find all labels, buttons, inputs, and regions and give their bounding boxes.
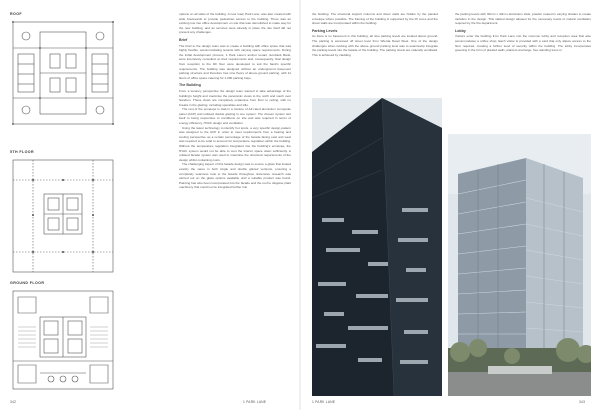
roof-floor-plan	[10, 18, 116, 128]
ground-floor-plan-label: GROUND FLOOR	[10, 281, 45, 285]
left-page-number: 342	[10, 400, 17, 404]
slats-paragraph: the parking levels with 30mm x 40mm aluminium slats, powder coated in varying shades to create variation in the design. This slatted design allowed for the necessary levels of natural ventilation required by the fire department.	[455, 12, 591, 26]
structure-paragraph: the building. The structural support columns and sheer walls are hidden by the painted envelope where possible. The framing of the building is supported by the lift cores and the shear walls are incorporated within the building.	[312, 12, 438, 26]
tower-photo-light	[448, 134, 591, 396]
building-heading: The Building	[179, 83, 201, 88]
lobby-paragraph: Visitors enter the building from Park Lane into the common lobby and reception area that also accommodates a coffee shop. Each visitor is provided with a card that only allows access to the floor required, creating a further level of security within the building. The lobby incorporates greening in the form of planted walls, planters and large, free standing trees in	[455, 34, 591, 53]
fifth-floor-plan	[10, 156, 116, 276]
left-page-text-column	[179, 12, 291, 396]
parking-heading: Parking Levels	[312, 28, 338, 33]
intro-paragraph: options on all sides of the building. A new road, Park Lane, was also created with wide boulevards to provide pedestrian access to the building. There was an existing low rise office development on site that was demolished to make way for the new building, and as services were already in place the site itself did not present any challenges.	[179, 12, 291, 35]
building-paragraph-4: The challenging aspect of this facade design was to source a glass that looked exactly the same in both single and double glazed versions, ensuring a completely seamless look to the facade throughout. Extensive research was carried out on the glass options available until a suitable product was found. Painting has also been incorporated into the facade and the roof to disguise plant machinery that could not be integrated further into	[179, 162, 291, 190]
brief-heading: Brief	[179, 37, 188, 42]
right-running-title: 1 PARK LANE	[312, 400, 336, 404]
right-page-number: 343	[579, 400, 586, 404]
tower-photo-dark	[312, 98, 442, 396]
building-paragraph-1: From a tenancy perspective the design team wanted to take advantage of the building's height and maximise the panoramic views to the north and south over Sandton. These views are completely expansive from floor to ceiling, with no breaks in the glazing, including operables and sills.	[179, 88, 291, 107]
parking-paragraph: As there is no basement in this building, all nine parking levels are located above ground. The parking is accessed off street level from Wierda Road West. One of the design challenges when working with the above ground parking level was to seamlessly integrate the parking levels into the facade of the building. The parking levels are naturally ventilated. This is achieved by cladding	[312, 34, 438, 57]
building-paragraph-3: Using the latest technology to identify hot spots, a very specific design pattern was assigned to the ACP in order to meet requirements from a heating and cooling perspective as a certain percentage of the facade facing east and west was required to be solid to account for temperature regulation within the building. Without the temperature regulation integrated into the building's envelope, the HVAC system would not be able to cool the interior space down sufficiently. A unitised facade system was used to maximise the structural requirements of the design whilst containing costs.	[179, 125, 291, 162]
building-paragraph-2: The rest of the envelope is clad in a mixture of AZ rated aluminium composite panel (ACP) and unitised double glazing in one system. The chosen system lent itself to being responsive to conditions on site and was required in terms of energy efficiency, HVAC design and ventilation.	[179, 107, 291, 126]
page-gutter	[299, 0, 301, 410]
ground-floor-plan	[10, 287, 116, 393]
fifth-floor-plan-label: 5TH FLOOR	[10, 150, 34, 154]
roof-plan-label: ROOF	[10, 12, 22, 16]
left-running-title: 1 PARK LANE	[243, 400, 267, 404]
brief-paragraph: The brief to the design team was to create a building with office space that was highly flexible, accommodating tenants with varying space requirements. During the initial development process, 1 Park Lane's anchor tenant, Ecobank Bank, were intensively consulted on their requirements and, consequently, final design from reception to the 4th floor were developed to suit the bank's specific requirements. The building was designed without an underground basement parking structure and therefore has nine floors of above-ground parking, with 11 floors of office space catering for 1,000 parking bays.	[179, 43, 291, 80]
lobby-heading: Lobby	[455, 28, 466, 33]
